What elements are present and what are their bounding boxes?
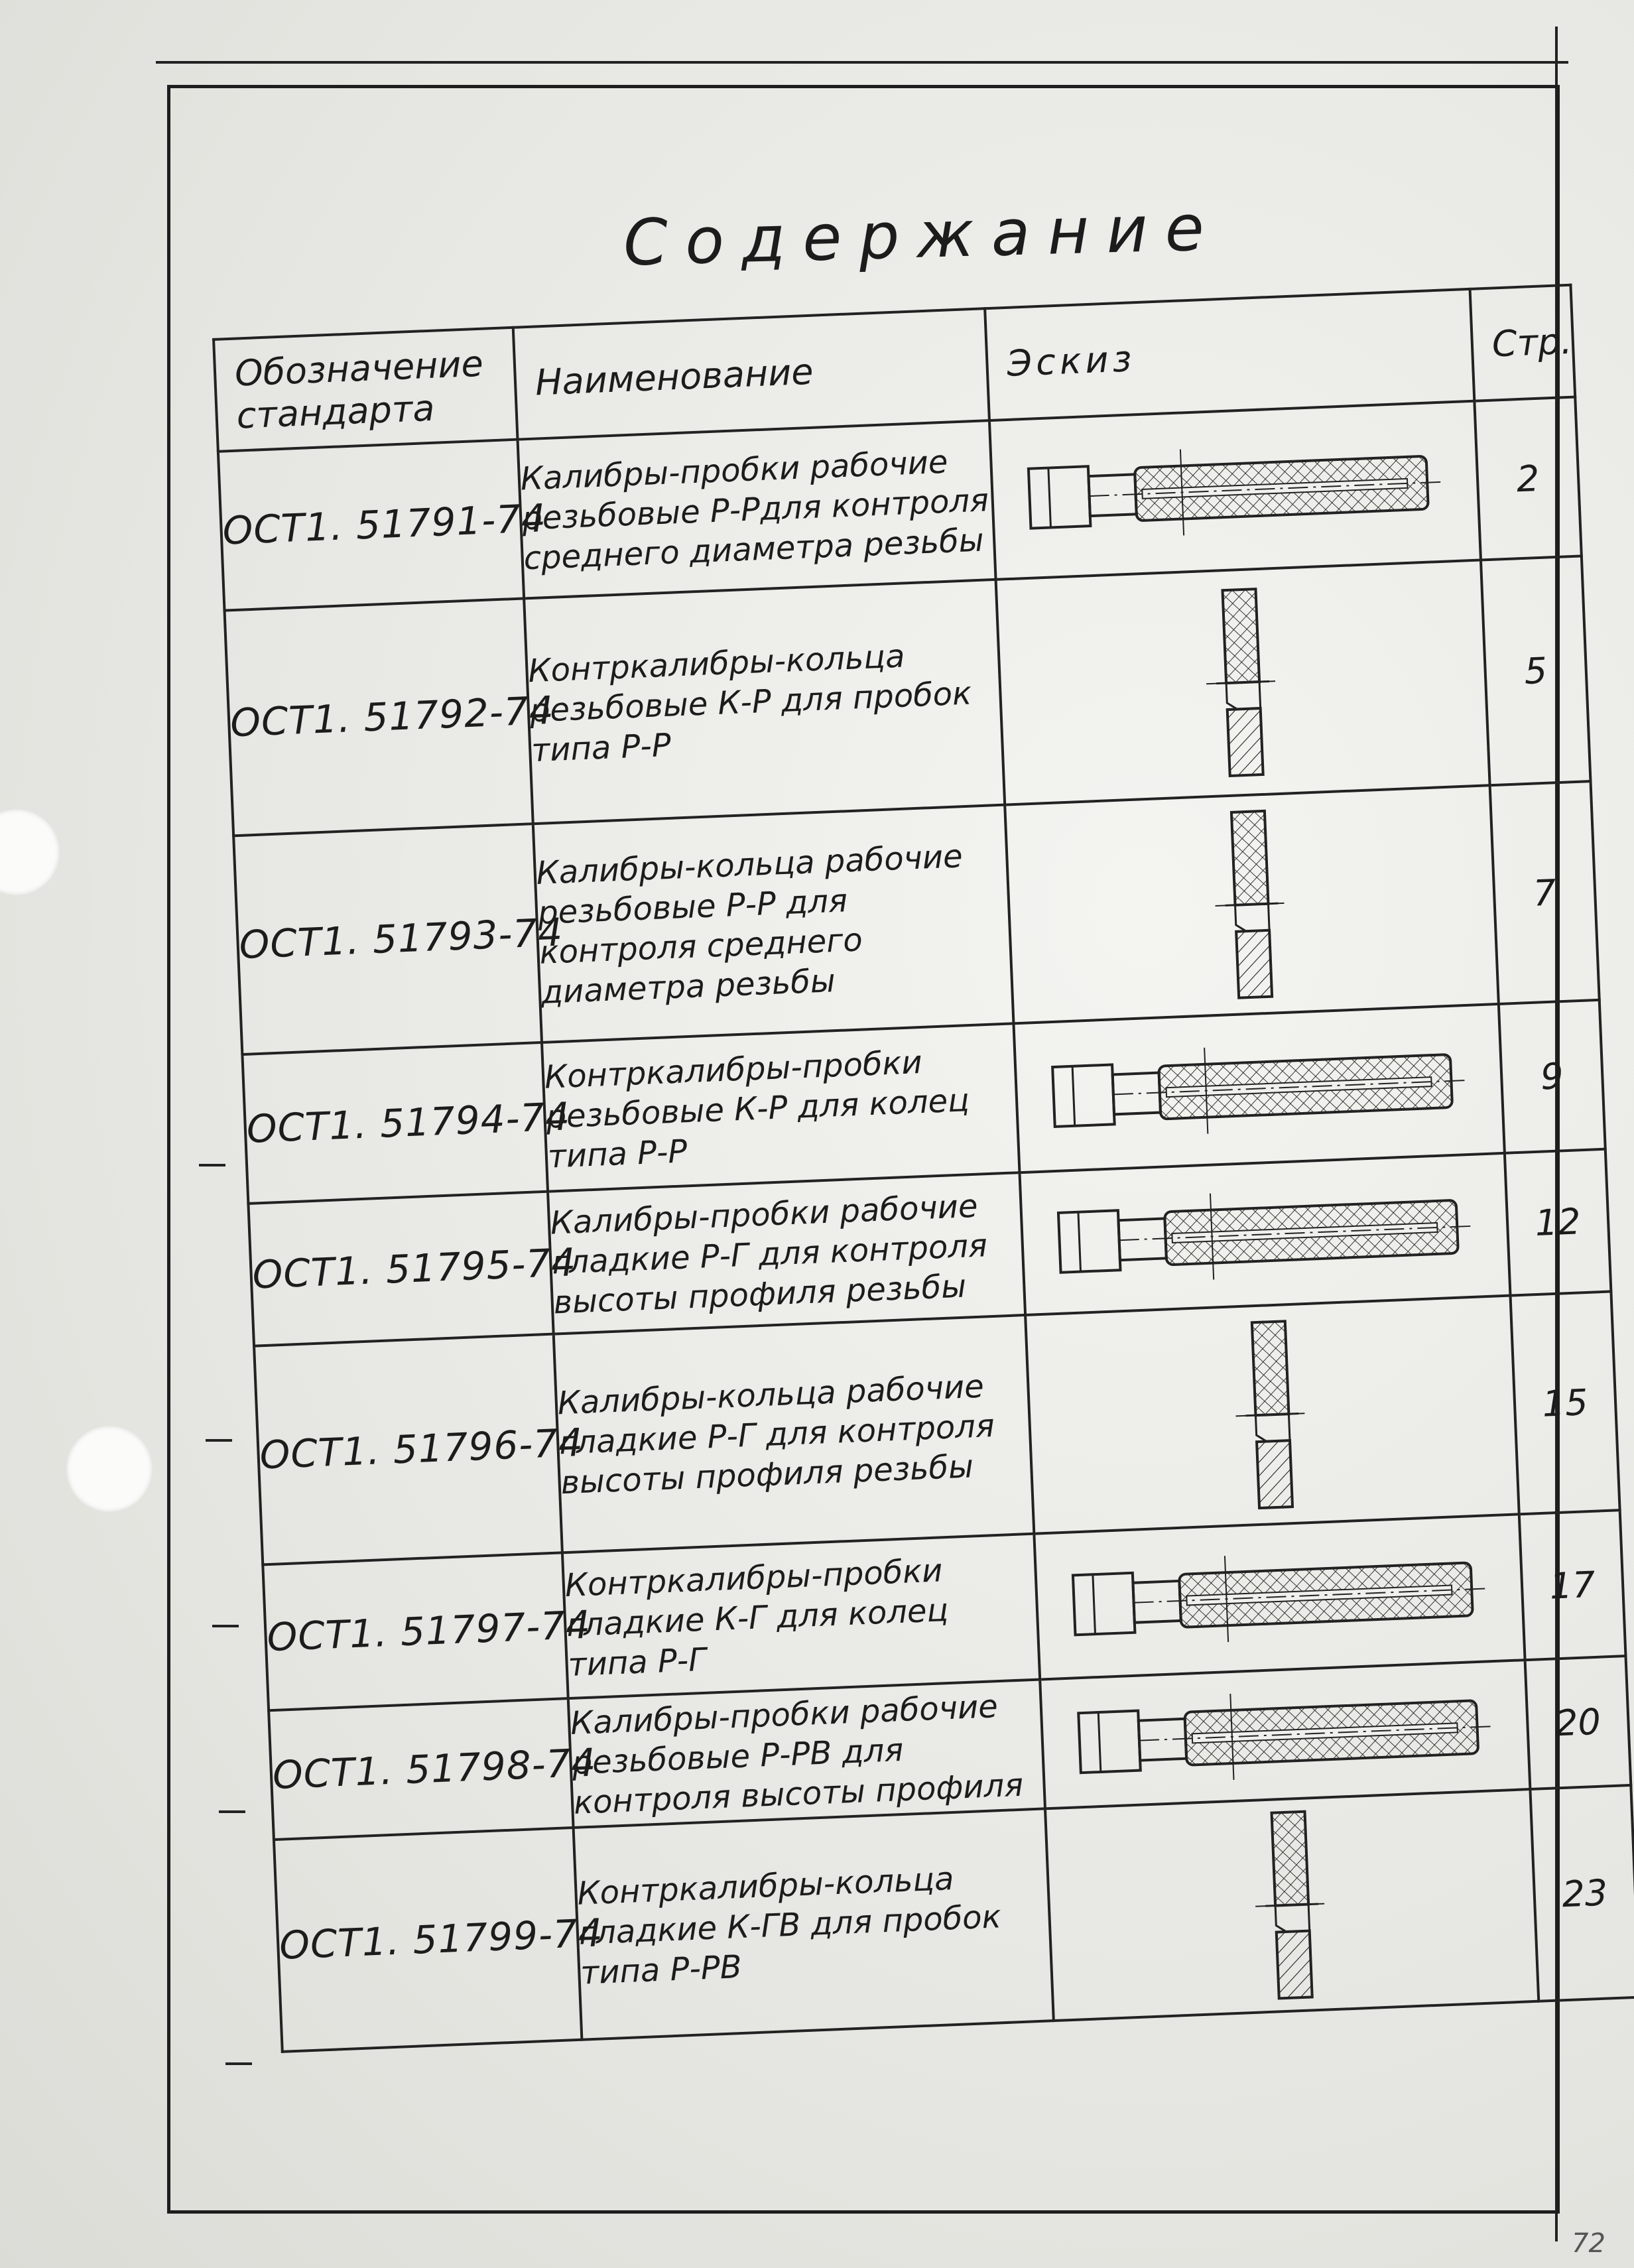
table-body: [218, 397, 1634, 2052]
plug-gauge-icon: [1045, 1023, 1474, 1153]
row-standard-code: ОСТ1. 51795-74: [248, 1192, 553, 1346]
row-page-number: 20: [1525, 1656, 1631, 1789]
ring-gauge-icon: [1199, 582, 1287, 784]
row-standard-code: ОСТ1. 51794-74: [242, 1042, 548, 1204]
row-page-number: 15: [1511, 1292, 1620, 1515]
contents-table-wrapper: [212, 285, 1609, 2180]
row-item-name: Калибры-пробки рабочие резьбовые Р-РВ для контроля высоты профиля: [568, 1680, 1045, 1828]
row-item-name: Контркалибры-пробки резьбовые К-Р для колец типа Р-Р: [542, 1023, 1019, 1191]
row-page-number: 23: [1530, 1785, 1634, 2001]
column-header-name: Наименование: [513, 308, 989, 439]
column-header-sketch: Эскиз: [985, 289, 1474, 420]
page-title: Содержание: [622, 190, 1222, 281]
row-item-name: Калибры-пробки рабочие гладкие Р-Г для контроля высоты профиля резьбы: [548, 1172, 1025, 1334]
sheet-corner-number: 72: [1572, 2228, 1605, 2259]
row-sketch: [1013, 1004, 1504, 1172]
plug-gauge-icon: [1071, 1669, 1499, 1799]
row-page-number: 2: [1474, 397, 1582, 560]
column-header-code: Обозначение стандарта: [214, 328, 517, 452]
row-sketch: [1034, 1514, 1525, 1679]
contents-table: [212, 284, 1634, 2053]
row-item-name: Калибры-кольца рабочие резьбовые Р-Р для контроля среднего диаметра резьбы: [533, 805, 1014, 1042]
row-page-number: 12: [1505, 1149, 1611, 1296]
row-item-name: Калибры-пробки рабочие резьбовые Р-Рдля контроля среднего диаметра резьбы: [517, 420, 995, 598]
row-page-number: 5: [1481, 556, 1591, 785]
punch-hole: [66, 1426, 153, 1512]
plug-gauge-icon: [1021, 426, 1449, 556]
row-sketch: [1045, 1789, 1539, 2021]
ring-gauge-icon: [1228, 1314, 1316, 1516]
plug-gauge-icon: [1050, 1169, 1479, 1299]
row-standard-code: ОСТ1. 51791-74: [218, 440, 524, 611]
row-page-number: 7: [1490, 781, 1600, 1004]
row-standard-code: ОСТ1. 51792-74: [224, 598, 533, 836]
row-standard-code: ОСТ1. 51793-74: [233, 824, 542, 1054]
row-page-number: 9: [1499, 1000, 1605, 1153]
row-sketch: [1005, 785, 1499, 1023]
row-page-number: 17: [1519, 1510, 1626, 1660]
row-sketch: [1019, 1153, 1510, 1315]
row-sketch: [1025, 1296, 1519, 1534]
plug-gauge-icon: [1065, 1532, 1493, 1662]
row-sketch: [989, 401, 1481, 580]
outer-frame-top: [156, 61, 1568, 64]
row-sketch: [1040, 1660, 1530, 1808]
row-item-name: Калибры-кольца рабочие гладкие Р-Г для контроля высоты профиля резьбы: [554, 1315, 1035, 1552]
row-standard-code: ОСТ1. 51798-74: [269, 1698, 573, 1840]
ring-gauge-icon: [1208, 803, 1296, 1005]
row-sketch: [996, 560, 1490, 804]
row-standard-code: ОСТ1. 51799-74: [274, 1828, 582, 2052]
row-standard-code: ОСТ1. 51797-74: [263, 1552, 568, 1710]
row-item-name: Контркалибры-пробки гладкие К-Г для колец типа Р-Г: [562, 1534, 1040, 1698]
row-standard-code: ОСТ1. 51796-74: [254, 1334, 562, 1565]
row-item-name: Контркалибры-кольца резьбовые К-Р для пробок типа Р-Р: [524, 580, 1005, 824]
row-item-name: Контркалибры-кольца гладкие К-ГВ для пробок типа Р-РВ: [574, 1808, 1054, 2039]
column-header-page: Стр.: [1470, 285, 1576, 401]
ring-gauge-icon: [1248, 1804, 1336, 2006]
